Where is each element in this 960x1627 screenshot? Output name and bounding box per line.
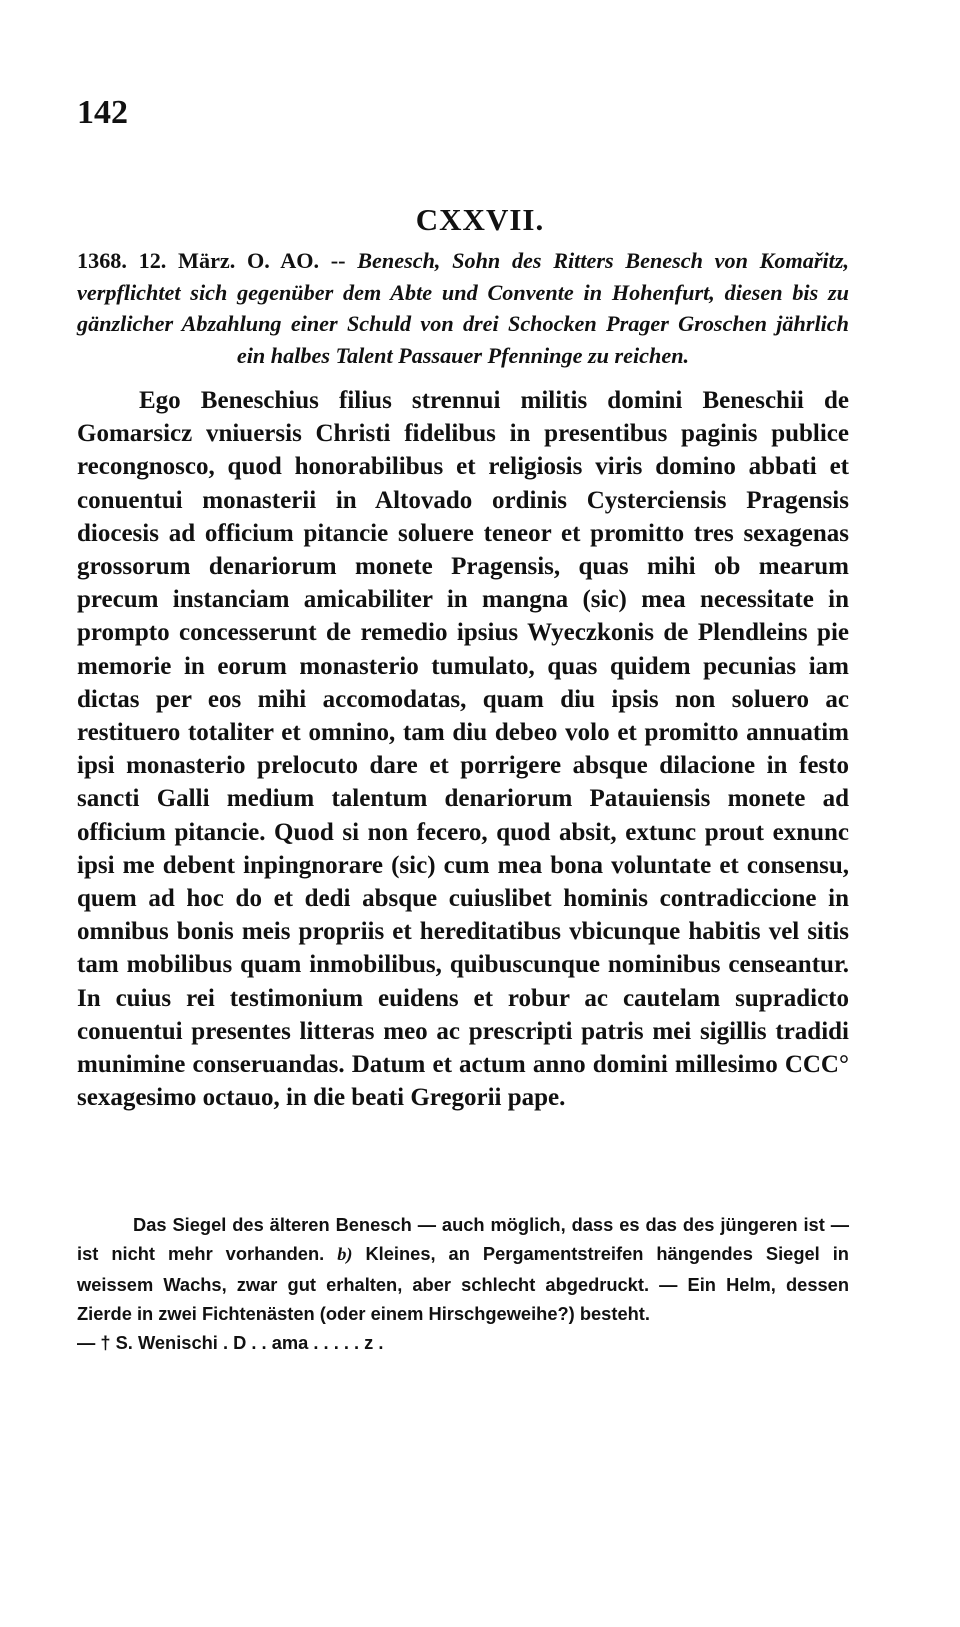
regest-heading — [77, 245, 849, 372]
page-number: 142 — [77, 94, 128, 131]
regest-summary: Benesch, Sohn des Ritters Benesch von Komařitz, verpflichtet sich gegenüber dem Abte und Convente in Hohenfurt, diesen bis zu gänzlicher Abzahlung einer Schuld von drei Schocken Prager Groschen jährlich ein halbes Talent Passauer Pfenninge zu reichen. — [77, 248, 849, 369]
seal-notes — [77, 1210, 849, 1357]
seal-note-a: Das Siegel des älteren Benesch — auch möglich, dass es das des jüngeren ist — ist nicht mehr vorhanden. — [77, 1214, 849, 1265]
charter-body-text: Ego Beneschius filius strennui militis domini Beneschii de Gomarsicz vniuersis Christi fidelibus in presentibus paginis publice recongnosco, quod honorabilibus et religiosis viris domino abbati et conuentui monasterii in Altovado ordinis Cysterciensis Pragensis diocesis ad officium pitancie soluere teneor et promitto tres sexagenas grossorum denariorum monete Pragensis, quas mihi ob mearum precum instanciam amicabiliter in mangna (sic) mea necessitate in prompto concesserunt de remedio ipsius Wyeczkonis de Plendleins pie memorie in eorum monasterio tumulato, quas quidem pecunias iam dictas per eos mihi accomodatas, quam diu ipsis non soluero ac restituero totaliter et omnino, tam diu debeo volo et promitto annuatim ipsi monasterio prelocuto dare et porrigere absque dilacione in festo sancti Galli medium talentum denariorum Patauiensis monete ad officium pitancie. Quod si non fecero, quod absit, extunc prout exnunc ipsi me debent inpingnorare (sic) cum mea bona voluntate et consensu, quem ad hoc do et dedi absque cuiuslibet hominis contradiccione in omnibus bonis meis propriis et hereditatibus vbicunque habitis vel sitis tam mobilibus quam inmobilibus, quibuscunque nominibus censeantur. In cuius rei testimonium euidens et robur ac cautelam supradicto conuentui presentes litteras meo ac prescripti patris mei sigillis tradidi munimine conseruandas. Datum et actum anno domini millesimo CCC° sexagesimo octauo, in die beati Gregorii pape. — [77, 387, 849, 1112]
regest-date: 1368. 12. März. O. AO. -- — [77, 248, 346, 273]
seal-legend: — † S. Wenischi . D . . ama . . . . . z . — [77, 1332, 384, 1354]
seal-note-b-marker: b) — [337, 1244, 353, 1265]
document-number: CXXVII. — [415, 202, 545, 237]
seal-note-b: Kleines, an Pergamentstreifen hängendes Siegel in weissem Wachs, zwar gut erhalten, aber schlecht abgedruckt. — Ein Helm, dessen Zierde in zwei Fichtenästen (oder einem Hirschgeweihe?) besteht. — [77, 1243, 849, 1324]
